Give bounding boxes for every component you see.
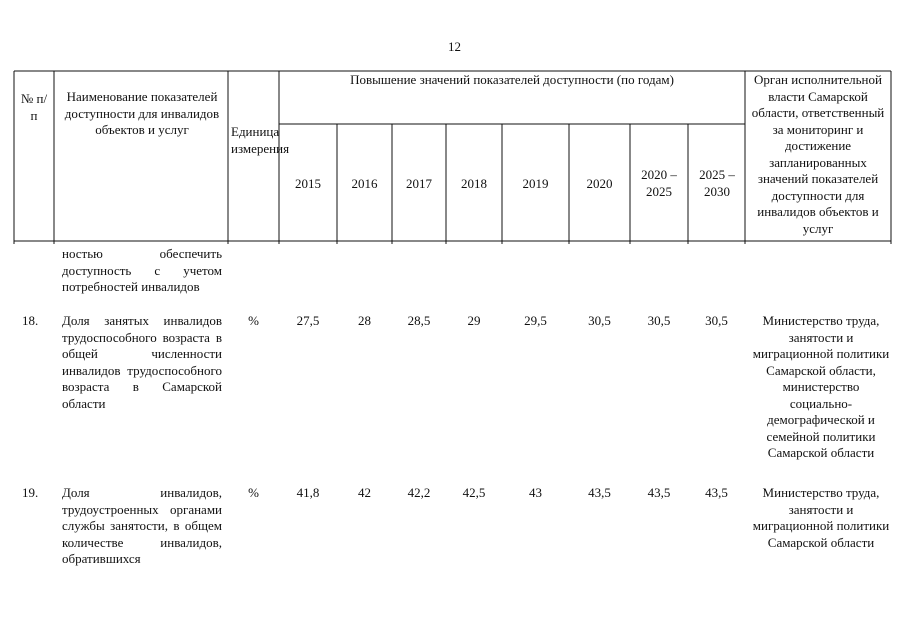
row-value-2016: 28	[358, 313, 371, 328]
continuation-text: ностью обеспечить доступность с учетом потребностей инвалидов	[62, 246, 222, 294]
row-responsible-org: Министерство труда, занятости и миграционной политики Самарской области, министерство социально-демографической и семейной политики Самарской области	[752, 313, 890, 460]
row-number: 19.	[22, 485, 39, 500]
row-number: 18.	[22, 313, 39, 328]
header-year-2025-2030: 2025 – 2030	[699, 167, 735, 199]
header-year-2019: 2019	[522, 176, 549, 191]
row-value-2020-2025: 30,5	[647, 313, 671, 328]
row-value-2015: 27,5	[296, 313, 320, 328]
row-value-2015: 41,8	[296, 485, 320, 500]
header-year-2020-2025: 2020 – 2025	[641, 167, 677, 199]
row-value-2020: 30,5	[588, 313, 611, 328]
row-unit: %	[248, 485, 259, 500]
row-value-2025-2030: 43,5	[705, 485, 728, 500]
row-value-2018: 42,5	[462, 485, 486, 500]
header-col-years-group: Повышение значений показателей доступности (по годам)	[350, 72, 674, 87]
row-value-2018: 29	[467, 313, 481, 328]
row-responsible-org: Министерство труда, занятости и миграционной политики Самарской области	[752, 485, 890, 550]
row-value-2025-2030: 30,5	[705, 313, 728, 328]
row-value-2020-2025: 43,5	[647, 485, 671, 500]
header-col-org: Орган исполнительной власти Самарской области, ответственный за мониторинг и достижение запланированных значений показателей доступности для инвалидов объектов и услуг	[751, 72, 885, 236]
header-year-2020: 2020	[586, 176, 613, 191]
row-indicator-name: Доля инвалидов, трудоустроенных органами службы занятости, в общем количестве инвалидов, обратившихся	[62, 485, 222, 566]
header-col-num: № п/п	[20, 91, 48, 123]
row-unit: %	[248, 313, 259, 328]
page-number: 12	[448, 39, 461, 54]
row-value-2019: 43	[529, 485, 542, 500]
header-year-2015: 2015	[295, 176, 321, 191]
row-indicator-name: Доля занятых инвалидов трудоспособного возраста в общей численности инвалидов трудоспособного возраста в Самарской области	[62, 313, 222, 411]
row-value-2017: 42,2	[407, 485, 431, 500]
header-col-name: Наименование показателей доступности для инвалидов объектов и услуг	[64, 89, 220, 137]
row-value-2017: 28,5	[407, 313, 431, 328]
header-col-unit: Единица измерения	[231, 124, 290, 156]
header-year-2016: 2016	[351, 176, 378, 191]
header-year-2017: 2017	[406, 176, 432, 191]
row-value-2016: 42	[358, 485, 371, 500]
header-year-2018: 2018	[461, 176, 487, 191]
row-value-2019: 29,5	[524, 313, 547, 328]
row-value-2020: 43,5	[588, 485, 611, 500]
